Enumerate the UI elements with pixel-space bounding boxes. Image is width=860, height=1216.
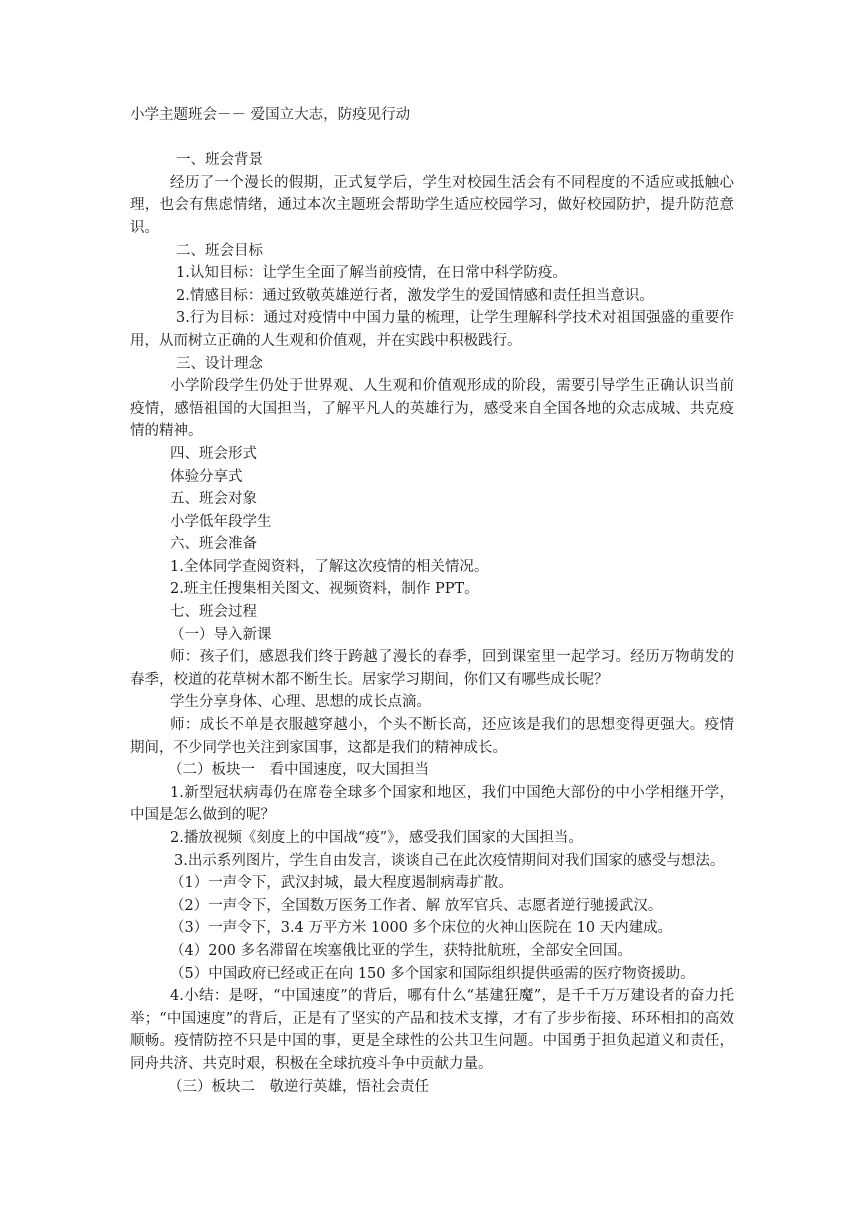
block-1-sub-item-1: （1）一声令下，武汉封城，最大程度遏制病毒扩散。 (170, 875, 513, 892)
subsection-heading-block-2: （三）板块二 敬逆行英雄，悟社会责任 (168, 1078, 429, 1095)
paragraph-concept: 小学阶段学生仍处于世界观、人生观和价值观形成的阶段，需要引导学生正确认识当前疫情，感悟祖国的大国担当，了解平凡人的英雄行为，感受来自全国各地的众志成城、共克疫情的精神。 (130, 378, 734, 440)
section-heading-concept: 三、设计理念 (176, 355, 263, 372)
goal-item-behavior: 3.行为目标：通过对疫情中中国力量的梳理，让学生理解科学技术对祖国强盛的重要作用，从而树立正确的人生观和价值观，并在实践中积极践行。 (130, 310, 734, 349)
subsection-heading-block-1: （二）板块一 看中国速度，叹大国担当 (168, 762, 429, 779)
paragraph-teacher-2: 师：成长不单是衣服越穿越小，个头不断长高，还应该是我们的思想变得更强大。疫情期间，不少同学也关注到家国事，这都是我们的精神成长。 (130, 717, 734, 756)
block-1-sub-item-5: （5）中国政府已经或正在向 150 多个国家和国际组织提供亟需的医疗物资援助。 (170, 965, 695, 982)
paragraph-teacher-1: 师：孩子们，感恩我们终于跨越了漫长的春季，回到课室里一起学习。经历万物萌发的春季，校道的花草树木都不断生长。居家学习期间，你们又有哪些成长呢？ (130, 649, 734, 688)
block-1-item-1: 1.新型冠状病毒仍在席卷全球多个国家和地区，我们中国绝大部份的中小学相继开学，中国是怎么做到的呢？ (130, 784, 734, 824)
block-1-item-3: 3.出示系列图片，学生自由发言，谈谈自己在此次疫情期间对我们国家的感受与想法。 (174, 852, 725, 869)
block-1-sub-item-4: （4）200 多名滞留在埃塞俄比亚的学生，获特批航班，全部安全回国。 (170, 942, 633, 959)
block-1-sub-item-3: （3）一声令下，3.4 万平方米 1000 多个床位的火神山医院在 10 天内建成。 (170, 920, 673, 937)
paragraph-background: 经历了一个漫长的假期，正式复学后，学生对校园生活会有不同程度的不适应或抵触心理，也会有焦虑情绪，通过本次主题班会帮助学生适应校园学习，做好校园防护，提升防范意识。 (130, 174, 734, 236)
block-1-summary: 4.小结：是呀，“中国速度”的背后，哪有什么“基建狂魔”，是千千万万建设者的奋力托举；“中国速度”的背后，正是有了坚实的产品和技术支撑，才有了步步衔接、环环相扣的高效顺畅。疫情防控不只是中国的事，更是全球性的公共卫生问题。中国勇于担负起道义和责任，同舟共济、共克时艰，积极在全球抗疫斗争中贡献力量。 (130, 988, 734, 1072)
paragraph-form: 体验分享式 (170, 468, 243, 485)
block-1-sub-item-2: （2）一声令下，全国数万医务工作者、解 放军官兵、志愿者逆行驰援武汉。 (170, 897, 663, 914)
goal-item-cognitive: 1.认知目标：让学生全面了解当前疫情，在日常中科学防疫。 (176, 265, 567, 282)
document-page (130, 104, 734, 1098)
section-heading-form: 四、班会形式 (170, 445, 257, 462)
section-heading-background: 一、班会背景 (176, 152, 263, 169)
section-heading-audience: 五、班会对象 (170, 491, 257, 508)
paragraph-audience: 小学低年段学生 (170, 513, 272, 530)
subsection-heading-intro: （一）导入新课 (170, 626, 272, 643)
section-heading-preparation: 六、班会准备 (170, 536, 257, 553)
preparation-item-2: 2.班主任搜集相关图文、视频资料，制作 PPT。 (170, 581, 479, 598)
section-heading-process: 七、班会过程 (170, 604, 257, 621)
paragraph-student-share: 学生分享身体、心理、思想的成长点滴。 (170, 694, 431, 711)
block-1-item-2: 2.播放视频《刻度上的中国战“疫”》，感受我们国家的大国担当。 (170, 830, 583, 846)
preparation-item-1: 1.全体同学查阅资料，了解这次疫情的相关情况。 (170, 558, 489, 575)
document-title: 小学主题班会－－ 爱国立大志，防疫见行动 (130, 107, 411, 123)
section-heading-goals: 二、班会目标 (176, 242, 263, 259)
goal-item-emotional: 2.情感目标：通过致敬英雄逆行者，激发学生的爱国情感和责任担当意识。 (176, 287, 654, 304)
